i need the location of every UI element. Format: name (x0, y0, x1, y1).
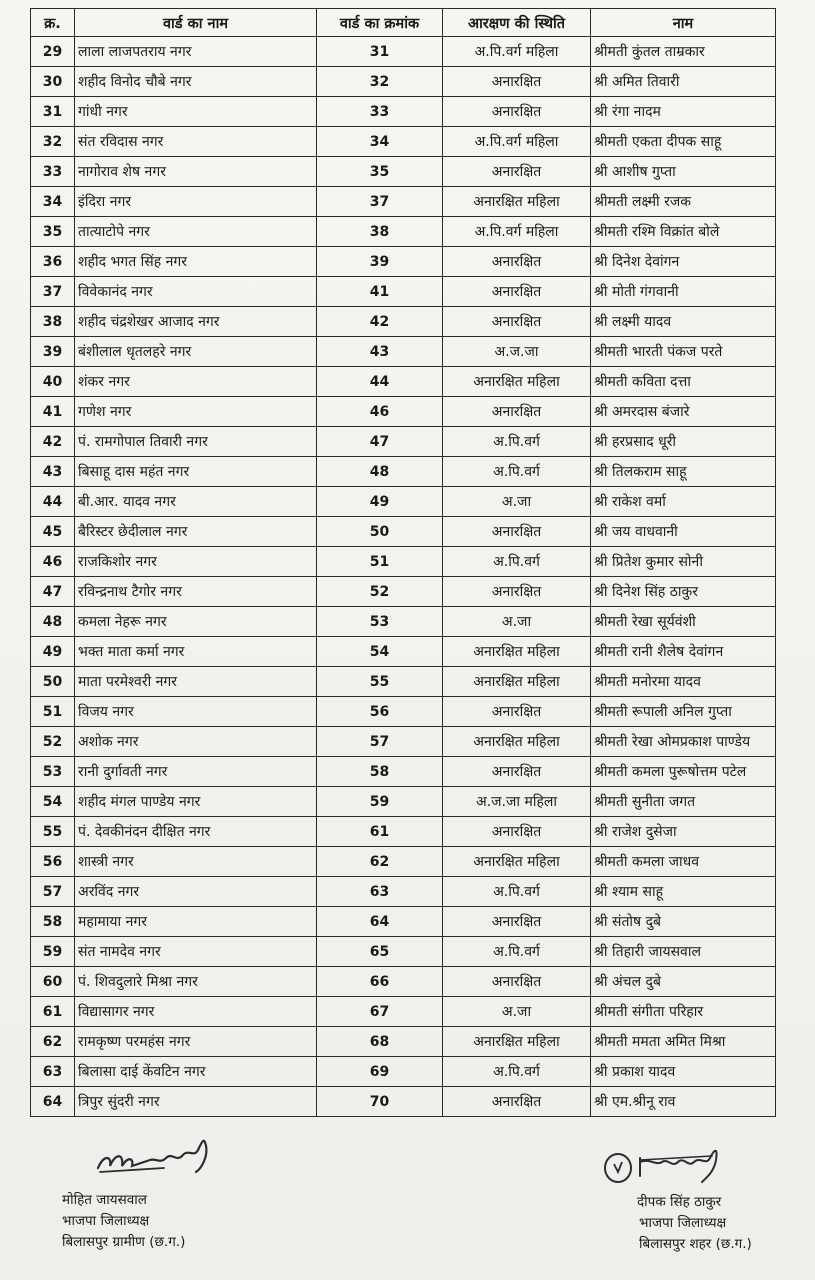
cell-ward-number: 67 (317, 997, 443, 1027)
cell-ward-name: गणेश नगर (75, 397, 317, 427)
cell-serial: 32 (31, 127, 75, 157)
cell-serial: 55 (31, 817, 75, 847)
cell-ward-number: 59 (317, 787, 443, 817)
cell-ward-number: 39 (317, 247, 443, 277)
table-row (31, 277, 776, 307)
cell-serial: 31 (31, 97, 75, 127)
cell-reservation: अनारक्षित महिला (443, 667, 591, 697)
cell-ward-number: 61 (317, 817, 443, 847)
cell-ward-name: बंशीलाल धृतलहरे नगर (75, 337, 317, 367)
right-signatory-name: दीपक सिंह ठाकुर (637, 1194, 722, 1210)
cell-serial: 29 (31, 37, 75, 67)
table-row (31, 367, 776, 397)
cell-person-name: श्री प्रितेश कुमार सोनी (591, 547, 776, 577)
cell-serial: 46 (31, 547, 75, 577)
cell-serial: 41 (31, 397, 75, 427)
cell-reservation: अनारक्षित (443, 1087, 591, 1117)
cell-ward-number: 53 (317, 607, 443, 637)
cell-person-name: श्री राजेश दुसेजा (591, 817, 776, 847)
cell-reservation: अनारक्षित (443, 967, 591, 997)
cell-reservation: अनारक्षित (443, 67, 591, 97)
cell-ward-number: 68 (317, 1027, 443, 1057)
cell-person-name: श्री दिनेश देवांगन (591, 247, 776, 277)
cell-reservation: अनारक्षित महिला (443, 1027, 591, 1057)
table-row (31, 847, 776, 877)
cell-serial: 42 (31, 427, 75, 457)
cell-ward-name: माता परमेश्वरी नगर (75, 667, 317, 697)
cell-serial: 39 (31, 337, 75, 367)
cell-reservation: अ.जा (443, 487, 591, 517)
cell-reservation: अ.ज.जा महिला (443, 787, 591, 817)
table-row (31, 307, 776, 337)
cell-reservation: अनारक्षित (443, 907, 591, 937)
header-ward-number: वार्ड का क्रमांक (317, 9, 443, 37)
cell-ward-number: 54 (317, 637, 443, 667)
cell-ward-name: राजकिशोर नगर (75, 547, 317, 577)
cell-ward-name: त्रिपुर सुंदरी नगर (75, 1087, 317, 1117)
table-row (31, 337, 776, 367)
cell-reservation: अनारक्षित (443, 307, 591, 337)
cell-ward-number: 34 (317, 127, 443, 157)
cell-ward-number: 50 (317, 517, 443, 547)
cell-person-name: श्री संतोष दुबे (591, 907, 776, 937)
cell-ward-number: 52 (317, 577, 443, 607)
cell-person-name: श्रीमती रानी शैलेष देवांगन (591, 637, 776, 667)
cell-person-name: श्री जय वाधवानी (591, 517, 776, 547)
table-row (31, 907, 776, 937)
cell-reservation: अ.ज.जा (443, 337, 591, 367)
cell-ward-number: 37 (317, 187, 443, 217)
cell-ward-name: बिसाहू दास महंत नगर (75, 457, 317, 487)
table-row (31, 187, 776, 217)
cell-reservation: अनारक्षित (443, 397, 591, 427)
cell-ward-name: बैरिस्टर छेदीलाल नगर (75, 517, 317, 547)
header-serial: क्र. (31, 9, 75, 37)
cell-reservation: अ.पि.वर्ग (443, 877, 591, 907)
cell-person-name: श्रीमती कमला जाधव (591, 847, 776, 877)
cell-ward-name: विद्यासागर नगर (75, 997, 317, 1027)
cell-reservation: अनारक्षित (443, 697, 591, 727)
cell-person-name: श्रीमती एकता दीपक साहू (591, 127, 776, 157)
cell-ward-name: पं. शिवदुलारे मिश्रा नगर (75, 967, 317, 997)
cell-serial: 59 (31, 937, 75, 967)
cell-person-name: श्री आशीष गुप्ता (591, 157, 776, 187)
cell-person-name: श्री श्याम साहू (591, 877, 776, 907)
cell-ward-number: 44 (317, 367, 443, 397)
cell-serial: 54 (31, 787, 75, 817)
table-row (31, 427, 776, 457)
cell-serial: 49 (31, 637, 75, 667)
cell-ward-number: 70 (317, 1087, 443, 1117)
cell-serial: 63 (31, 1057, 75, 1087)
cell-person-name: श्रीमती रेखा सूर्यवंशी (591, 607, 776, 637)
cell-ward-name: महामाया नगर (75, 907, 317, 937)
cell-person-name: श्री अमित तिवारी (591, 67, 776, 97)
cell-ward-name: संत रविदास नगर (75, 127, 317, 157)
cell-ward-number: 42 (317, 307, 443, 337)
cell-ward-name: विजय नगर (75, 697, 317, 727)
cell-ward-number: 65 (317, 937, 443, 967)
cell-ward-number: 51 (317, 547, 443, 577)
cell-person-name: श्रीमती भारती पंकज परते (591, 337, 776, 367)
cell-reservation: अनारक्षित महिला (443, 637, 591, 667)
cell-ward-number: 48 (317, 457, 443, 487)
header-person-name: नाम (591, 9, 776, 37)
cell-reservation: अ.पि.वर्ग (443, 1057, 591, 1087)
cell-ward-name: कमला नेहरू नगर (75, 607, 317, 637)
cell-ward-name: नागोराव शेष नगर (75, 157, 317, 187)
table-row (31, 127, 776, 157)
cell-person-name: श्री हरप्रसाद धूरी (591, 427, 776, 457)
table-row (31, 967, 776, 997)
right-signature-mark (598, 1136, 728, 1191)
cell-serial: 36 (31, 247, 75, 277)
cell-ward-name: लाला लाजपतराय नगर (75, 37, 317, 67)
cell-person-name: श्रीमती लक्ष्मी रजक (591, 187, 776, 217)
cell-person-name: श्री दिनेश सिंह ठाकुर (591, 577, 776, 607)
cell-serial: 53 (31, 757, 75, 787)
left-signatory-area: बिलासपुर ग्रामीण (छ.ग.) (62, 1234, 186, 1250)
cell-person-name: श्री तिहारी जायसवाल (591, 937, 776, 967)
cell-ward-name: अशोक नगर (75, 727, 317, 757)
cell-person-name: श्रीमती कमला पुरूषोत्तम पटेल (591, 757, 776, 787)
table-row (31, 457, 776, 487)
cell-ward-name: इंदिरा नगर (75, 187, 317, 217)
cell-reservation: अ.पि.वर्ग महिला (443, 217, 591, 247)
cell-ward-number: 69 (317, 1057, 443, 1087)
left-signatory-name: मोहित जायसवाल (62, 1192, 147, 1208)
cell-person-name: श्रीमती रेखा ओमप्रकाश पाण्डेय (591, 727, 776, 757)
cell-serial: 35 (31, 217, 75, 247)
cell-reservation: अ.जा (443, 997, 591, 1027)
table-row (31, 637, 776, 667)
right-signatory-designation: भाजपा जिलाध्यक्ष (639, 1215, 727, 1231)
cell-person-name: श्री राकेश वर्मा (591, 487, 776, 517)
cell-ward-name: गांधी नगर (75, 97, 317, 127)
table-row (31, 787, 776, 817)
cell-ward-number: 55 (317, 667, 443, 697)
cell-ward-number: 57 (317, 727, 443, 757)
cell-ward-number: 43 (317, 337, 443, 367)
cell-ward-name: शंकर नगर (75, 367, 317, 397)
cell-person-name: श्री एम.श्रीनू राव (591, 1087, 776, 1117)
table-header-row (31, 9, 776, 37)
cell-serial: 30 (31, 67, 75, 97)
table-row (31, 157, 776, 187)
cell-ward-number: 66 (317, 967, 443, 997)
cell-ward-name: रानी दुर्गावती नगर (75, 757, 317, 787)
cell-ward-number: 38 (317, 217, 443, 247)
cell-ward-name: भक्त माता कर्मा नगर (75, 637, 317, 667)
cell-ward-number: 32 (317, 67, 443, 97)
left-signatory-designation: भाजपा जिलाध्यक्ष (62, 1213, 150, 1229)
table-row (31, 997, 776, 1027)
cell-person-name: श्री अमरदास बंजारे (591, 397, 776, 427)
cell-ward-number: 41 (317, 277, 443, 307)
cell-reservation: अनारक्षित महिला (443, 727, 591, 757)
header-reservation: आरक्षण की स्थिति (443, 9, 591, 37)
cell-ward-number: 56 (317, 697, 443, 727)
cell-reservation: अ.जा (443, 607, 591, 637)
table-row (31, 97, 776, 127)
cell-serial: 57 (31, 877, 75, 907)
table-row (31, 37, 776, 67)
cell-serial: 50 (31, 667, 75, 697)
cell-ward-number: 33 (317, 97, 443, 127)
cell-ward-name: पं. देवकीनंदन दीक्षित नगर (75, 817, 317, 847)
right-signatory (621, 1192, 752, 1255)
cell-reservation: अनारक्षित (443, 277, 591, 307)
header-ward-name: वार्ड का नाम (75, 9, 317, 37)
cell-person-name: श्रीमती रश्मि विक्रांत बोले (591, 217, 776, 247)
cell-ward-name: शहीद चंद्रशेखर आजाद नगर (75, 307, 317, 337)
cell-ward-name: रविन्द्रनाथ टैगोर नगर (75, 577, 317, 607)
table-row (31, 697, 776, 727)
cell-ward-name: संत नामदेव नगर (75, 937, 317, 967)
cell-ward-number: 46 (317, 397, 443, 427)
table-row (31, 397, 776, 427)
cell-ward-name: शहीद मंगल पाण्डेय नगर (75, 787, 317, 817)
table-row (31, 937, 776, 967)
cell-ward-name: अरविंद नगर (75, 877, 317, 907)
table-row (31, 667, 776, 697)
cell-person-name: श्री मोती गंगवानी (591, 277, 776, 307)
cell-person-name: श्रीमती सुनीता जगत (591, 787, 776, 817)
cell-reservation: अनारक्षित महिला (443, 847, 591, 877)
table-row (31, 67, 776, 97)
cell-serial: 47 (31, 577, 75, 607)
table-row (31, 1057, 776, 1087)
cell-ward-number: 58 (317, 757, 443, 787)
cell-ward-name: बिलासा दाई केंवटिन नगर (75, 1057, 317, 1087)
cell-serial: 37 (31, 277, 75, 307)
cell-reservation: अनारक्षित (443, 757, 591, 787)
cell-ward-name: शहीद विनोद चौबे नगर (75, 67, 317, 97)
cell-ward-number: 62 (317, 847, 443, 877)
table-row (31, 547, 776, 577)
cell-ward-name: पं. रामगोपाल तिवारी नगर (75, 427, 317, 457)
cell-serial: 34 (31, 187, 75, 217)
cell-reservation: अ.पि.वर्ग (443, 457, 591, 487)
cell-serial: 44 (31, 487, 75, 517)
cell-reservation: अ.पि.वर्ग (443, 427, 591, 457)
cell-serial: 61 (31, 997, 75, 1027)
cell-ward-number: 31 (317, 37, 443, 67)
table-row (31, 517, 776, 547)
cell-serial: 62 (31, 1027, 75, 1057)
cell-reservation: अनारक्षित महिला (443, 367, 591, 397)
cell-ward-number: 35 (317, 157, 443, 187)
cell-ward-name: तात्याटोपे नगर (75, 217, 317, 247)
table-row (31, 487, 776, 517)
cell-serial: 48 (31, 607, 75, 637)
cell-person-name: श्री रंगा नादम (591, 97, 776, 127)
table-row (31, 757, 776, 787)
table-row (31, 1027, 776, 1057)
cell-reservation: अनारक्षित (443, 817, 591, 847)
cell-ward-name: रामकृष्ण परमहंस नगर (75, 1027, 317, 1057)
ward-candidate-table (30, 8, 776, 1117)
cell-serial: 38 (31, 307, 75, 337)
right-signatory-area: बिलासपुर शहर (छ.ग.) (639, 1236, 752, 1252)
left-signatory (62, 1190, 185, 1253)
table-row (31, 1087, 776, 1117)
table-row (31, 877, 776, 907)
cell-ward-number: 49 (317, 487, 443, 517)
cell-serial: 51 (31, 697, 75, 727)
left-signature-mark (90, 1128, 220, 1183)
cell-serial: 33 (31, 157, 75, 187)
cell-serial: 45 (31, 517, 75, 547)
cell-person-name: श्रीमती मनोरमा यादव (591, 667, 776, 697)
table-row (31, 247, 776, 277)
cell-reservation: अनारक्षित (443, 157, 591, 187)
cell-serial: 64 (31, 1087, 75, 1117)
cell-reservation: अ.पि.वर्ग (443, 547, 591, 577)
cell-serial: 52 (31, 727, 75, 757)
table-row (31, 217, 776, 247)
cell-reservation: अनारक्षित महिला (443, 187, 591, 217)
cell-person-name: श्रीमती ममता अमित मिश्रा (591, 1027, 776, 1057)
cell-person-name: श्री लक्ष्मी यादव (591, 307, 776, 337)
cell-reservation: अनारक्षित (443, 247, 591, 277)
cell-person-name: श्री तिलकराम साहू (591, 457, 776, 487)
cell-person-name: श्री अंचल दुबे (591, 967, 776, 997)
cell-reservation: अ.पि.वर्ग महिला (443, 37, 591, 67)
cell-ward-name: विवेकानंद नगर (75, 277, 317, 307)
table-body (31, 37, 776, 1117)
table-row (31, 727, 776, 757)
cell-serial: 40 (31, 367, 75, 397)
cell-serial: 43 (31, 457, 75, 487)
table-row (31, 577, 776, 607)
cell-ward-number: 47 (317, 427, 443, 457)
cell-serial: 56 (31, 847, 75, 877)
cell-person-name: श्रीमती रूपाली अनिल गुप्ता (591, 697, 776, 727)
cell-ward-name: शहीद भगत सिंह नगर (75, 247, 317, 277)
cell-ward-number: 64 (317, 907, 443, 937)
table-row (31, 607, 776, 637)
table-row (31, 817, 776, 847)
cell-person-name: श्री प्रकाश यादव (591, 1057, 776, 1087)
cell-serial: 58 (31, 907, 75, 937)
cell-serial: 60 (31, 967, 75, 997)
cell-reservation: अ.पि.वर्ग महिला (443, 127, 591, 157)
cell-reservation: अ.पि.वर्ग (443, 937, 591, 967)
cell-person-name: श्रीमती कविता दत्ता (591, 367, 776, 397)
cell-ward-number: 63 (317, 877, 443, 907)
cell-reservation: अनारक्षित (443, 97, 591, 127)
cell-person-name: श्रीमती संगीता परिहार (591, 997, 776, 1027)
cell-reservation: अनारक्षित (443, 517, 591, 547)
cell-ward-name: शास्त्री नगर (75, 847, 317, 877)
cell-person-name: श्रीमती कुंतल ताम्रकार (591, 37, 776, 67)
cell-reservation: अनारक्षित (443, 577, 591, 607)
cell-ward-name: बी.आर. यादव नगर (75, 487, 317, 517)
